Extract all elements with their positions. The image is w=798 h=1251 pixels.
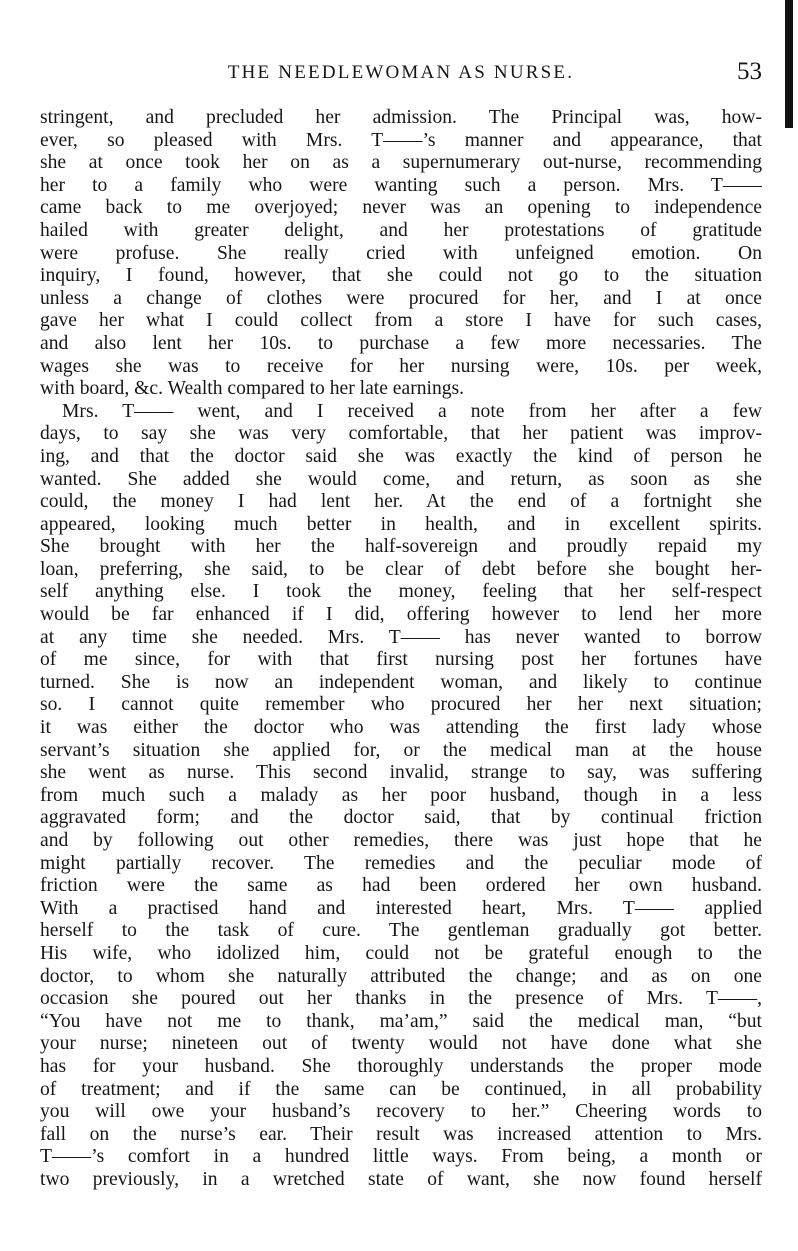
text-line: loan, preferring, she said, to be clear of debt before she bought her- xyxy=(40,558,762,580)
text-line: self anything else. I took the money, feeling that her self-respect xyxy=(40,581,762,603)
text-line: aggravated form; and the doctor said, that by continual friction xyxy=(40,807,762,829)
page-edge-rule xyxy=(785,0,793,128)
text-line: it was either the doctor who was attending the first lady whose xyxy=(40,717,762,739)
text-line: might partially recover. The remedies and the peculiar mode of xyxy=(40,852,762,874)
text-line: T——’s comfort in a hundred little ways. From being, a month or xyxy=(40,1146,762,1168)
text-line: fall on the nurse’s ear. Their result was increased attention to Mrs. xyxy=(40,1123,762,1145)
text-line: turned. She is now an independent woman, and likely to continue xyxy=(40,671,762,693)
text-line: and by following out other remedies, there was just hope that he xyxy=(40,830,762,851)
text-line: wanted. She added she would come, and return, as soon as she xyxy=(40,468,762,490)
text-line: of treatment; and if the same can be continued, in all probability xyxy=(40,1078,762,1100)
text-line: inquiry, I found, however, that she could not go to the situation xyxy=(40,265,762,287)
text-line: could, the money I had lent her. At the end of a fortnight she xyxy=(40,491,762,513)
text-line: at any time she needed. Mrs. T—— has never wanted to borrow xyxy=(40,626,762,648)
text-line: servant’s situation she applied for, or the medical man at the house xyxy=(40,739,762,761)
text-line: With a practised hand and interested heart, Mrs. T—— applied xyxy=(40,897,762,919)
text-line: were profuse. She really cried with unfeigned emotion. On xyxy=(40,242,762,264)
text-line: His wife, who idolized him, could not be grateful enough to the xyxy=(40,942,762,964)
text-line: days, to say she was very comfortable, that her patient was improv- xyxy=(40,423,762,445)
text-line: friction were the same as had been ordered her own husband. xyxy=(40,875,762,897)
text-line: from much such a malady as her poor husband, though in a less xyxy=(40,784,762,806)
page-number: 53 xyxy=(737,58,762,85)
running-head: THE NEEDLEWOMAN AS NURSE. xyxy=(227,62,575,83)
text-line: came back to me overjoyed; never was an opening to independence xyxy=(40,197,762,219)
text-line: appeared, looking much better in health, and in excellent spirits. xyxy=(40,513,762,535)
text-line: “You have not me to thank, ma’am,” said the medical man, “but xyxy=(40,1010,762,1032)
text-line: her to a family who were wanting such a person. Mrs. T—— xyxy=(40,174,762,196)
text-line: hailed with greater delight, and her protestations of gratitude xyxy=(40,219,762,241)
text-line: she went as nurse. This second invalid, strange to say, was suffering xyxy=(40,762,762,784)
text-line: two previously, in a wretched state of want, she now found herself xyxy=(40,1168,762,1190)
text-line: would be far enhanced if I did, offering however to lend her more xyxy=(40,604,762,626)
text-line: she at once took her on as a supernumerary out-nurse, recommending xyxy=(40,152,762,174)
text-line: herself to the task of cure. The gentleman gradually got better. xyxy=(40,920,762,942)
text-line: wages she was to receive for her nursing were, 10s. per week, xyxy=(40,355,762,377)
text-line: Mrs. T—— went, and I received a note from her after a few xyxy=(62,400,762,422)
text-line: with board, &c. Wealth compared to her late earnings. xyxy=(40,378,465,400)
text-line: you will owe your husband’s recovery to her.” Cheering words to xyxy=(40,1101,762,1123)
page-header xyxy=(40,60,762,90)
text-line: unless a change of clothes were procured for her, and I at once xyxy=(40,287,762,309)
text-line: She brought with her the half-sovereign and proudly repaid my xyxy=(40,536,762,558)
text-line: occasion she poured out her thanks in the presence of Mrs. T——, xyxy=(40,988,762,1010)
text-line: and also lent her 10s. to purchase a few more necessaries. The xyxy=(40,332,762,354)
text-line: stringent, and precluded her admission. The Principal was, how- xyxy=(40,107,762,128)
text-line: has for your husband. She thoroughly understands the proper mode xyxy=(40,1055,762,1077)
body-text xyxy=(40,107,762,1192)
text-line: of me since, for with that first nursing post her fortunes have xyxy=(40,649,762,671)
text-line: doctor, to whom she naturally attributed the change; and as on one xyxy=(40,965,762,987)
text-line: so. I cannot quite remember who procured her her next situation; xyxy=(40,694,762,716)
text-line: your nurse; nineteen out of twenty would not have done what she xyxy=(40,1033,762,1055)
text-line: ing, and that the doctor said she was exactly the kind of person he xyxy=(40,445,762,467)
text-line: ever, so pleased with Mrs. T——’s manner and appearance, that xyxy=(40,129,762,151)
text-line: gave her what I could collect from a store I have for such cases, xyxy=(40,310,762,332)
